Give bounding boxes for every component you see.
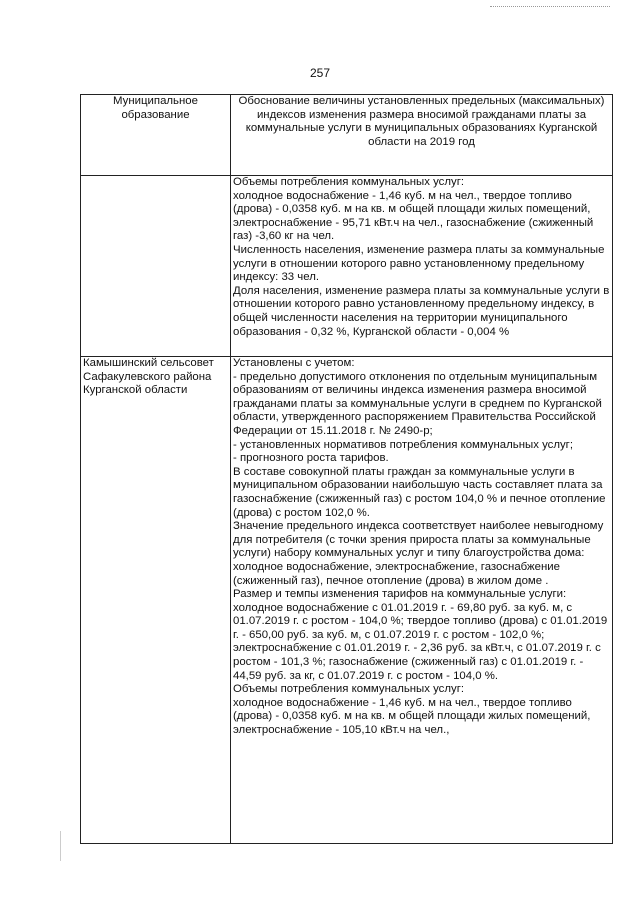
page-number: 257 xyxy=(309,66,331,80)
municipality-cell: Камышинский сельсовет Сафакулевского района Курганской области xyxy=(81,357,231,844)
justification-cell xyxy=(231,176,613,357)
paragraph: - прогнозного роста тарифов. xyxy=(233,452,389,465)
municipality-cell xyxy=(81,176,231,357)
paragraph: Установлены с учетом: xyxy=(233,357,355,369)
tariff-index-table xyxy=(80,94,613,844)
paragraph: Значение предельного индекса соответствует наиболее невыгодному для потребителя (с точки зрения прироста платы за коммунальные услуги) набору коммунальных услуг и типу благоустройства дома: xyxy=(233,520,604,560)
justification-cell xyxy=(231,357,613,844)
header-municipality: Муниципальное образование xyxy=(81,95,231,176)
paragraph: холодное водоснабжение с 01.01.2019 г. - 69,80 руб. за куб. м, с 01.07.2019 г. с ростом - 104,0 %; твердое топливо (дрова) с 01.01.2019 г. - 650,00 руб. за куб. м, с 01.07.2019 г. с ростом - 102,0 %; электроснабжение с 01.01.2019 г. - 2,36 руб. за кВт.ч, с 01.07.2019 г. с ростом - 101,3 %; газоснабжение (сжиженный газ) с 01.01.2019 г. - 44,59 руб. за кг, с 01.07.2019 г. с ростом - 104,0 %. xyxy=(233,601,608,682)
justification-content xyxy=(233,357,610,843)
paragraph: холодное водоснабжение, электроснабжение, газоснабжение (сжиженный газ), печное отопление (дрова) в жилом доме . xyxy=(233,560,560,587)
paragraph: Размер и темпы изменения тарифов на коммунальные услуги: xyxy=(233,588,567,601)
paragraph: Доля населения, изменение размера платы за коммунальные услуги в отношении которого равно установленному предельному индексу, в общей численности населения на территории муниципального образования - 0,32 %, Курганской области - 0,004 % xyxy=(233,284,610,338)
table-row xyxy=(81,176,613,357)
paragraph: - установленных нормативов потребления коммунальных услуг; xyxy=(233,438,573,451)
paragraph: В составе совокупной платы граждан за коммунальные услуги в муниципальном образовании наибольшую часть составляет плата за газоснабжение (сжиженный газ) с ростом 104,0 % и печное отопление (дрова) с ростом 102,0 %. xyxy=(233,465,606,519)
header-justification: Обоснование величины установленных предельных (максимальных) индексов изменения размера вносимой гражданами платы за коммунальные услуги в муниципальных образованиях Курганской области на 2019 год xyxy=(231,95,613,176)
paragraph: Численность населения, изменение размера платы за коммунальные услуги в отношении которого равно установленному предельному индексу: 33 чел. xyxy=(233,243,605,284)
scan-artifact-top xyxy=(490,6,610,8)
paragraph: - предельно допустимого отклонения по отдельным муниципальным образованиям от величины индекса изменения размера вносимой гражданами платы за коммунальные услуги в среднем по Курганской области, утвержденного распоряжением Правительства Российской Федерации от 15.11.2018 г. № 2490-р; xyxy=(233,370,602,437)
table-header-row xyxy=(81,95,613,176)
paragraph: Объемы потребления коммунальных услуг: xyxy=(233,683,465,696)
paragraph: холодное водоснабжение - 1,46 куб. м на чел., твердое топливо (дрова) - 0,0358 куб. м на кв. м общей площади жилых помещений, электроснабжение - 95,71 кВт.ч на чел., газоснабжение (сжиженный газ) -3,60 кг на чел. xyxy=(233,189,594,243)
scan-artifact-bottom xyxy=(60,831,61,861)
table-row xyxy=(81,357,613,844)
paragraph: холодное водоснабжение - 1,46 куб. м на чел., твердое топливо (дрова) - 0,0358 куб. м на кв. м общей площади жилых помещений, электроснабжение - 105,10 кВт.ч на чел., xyxy=(233,696,591,737)
paragraph: Объемы потребления коммунальных услуг: xyxy=(233,176,465,188)
